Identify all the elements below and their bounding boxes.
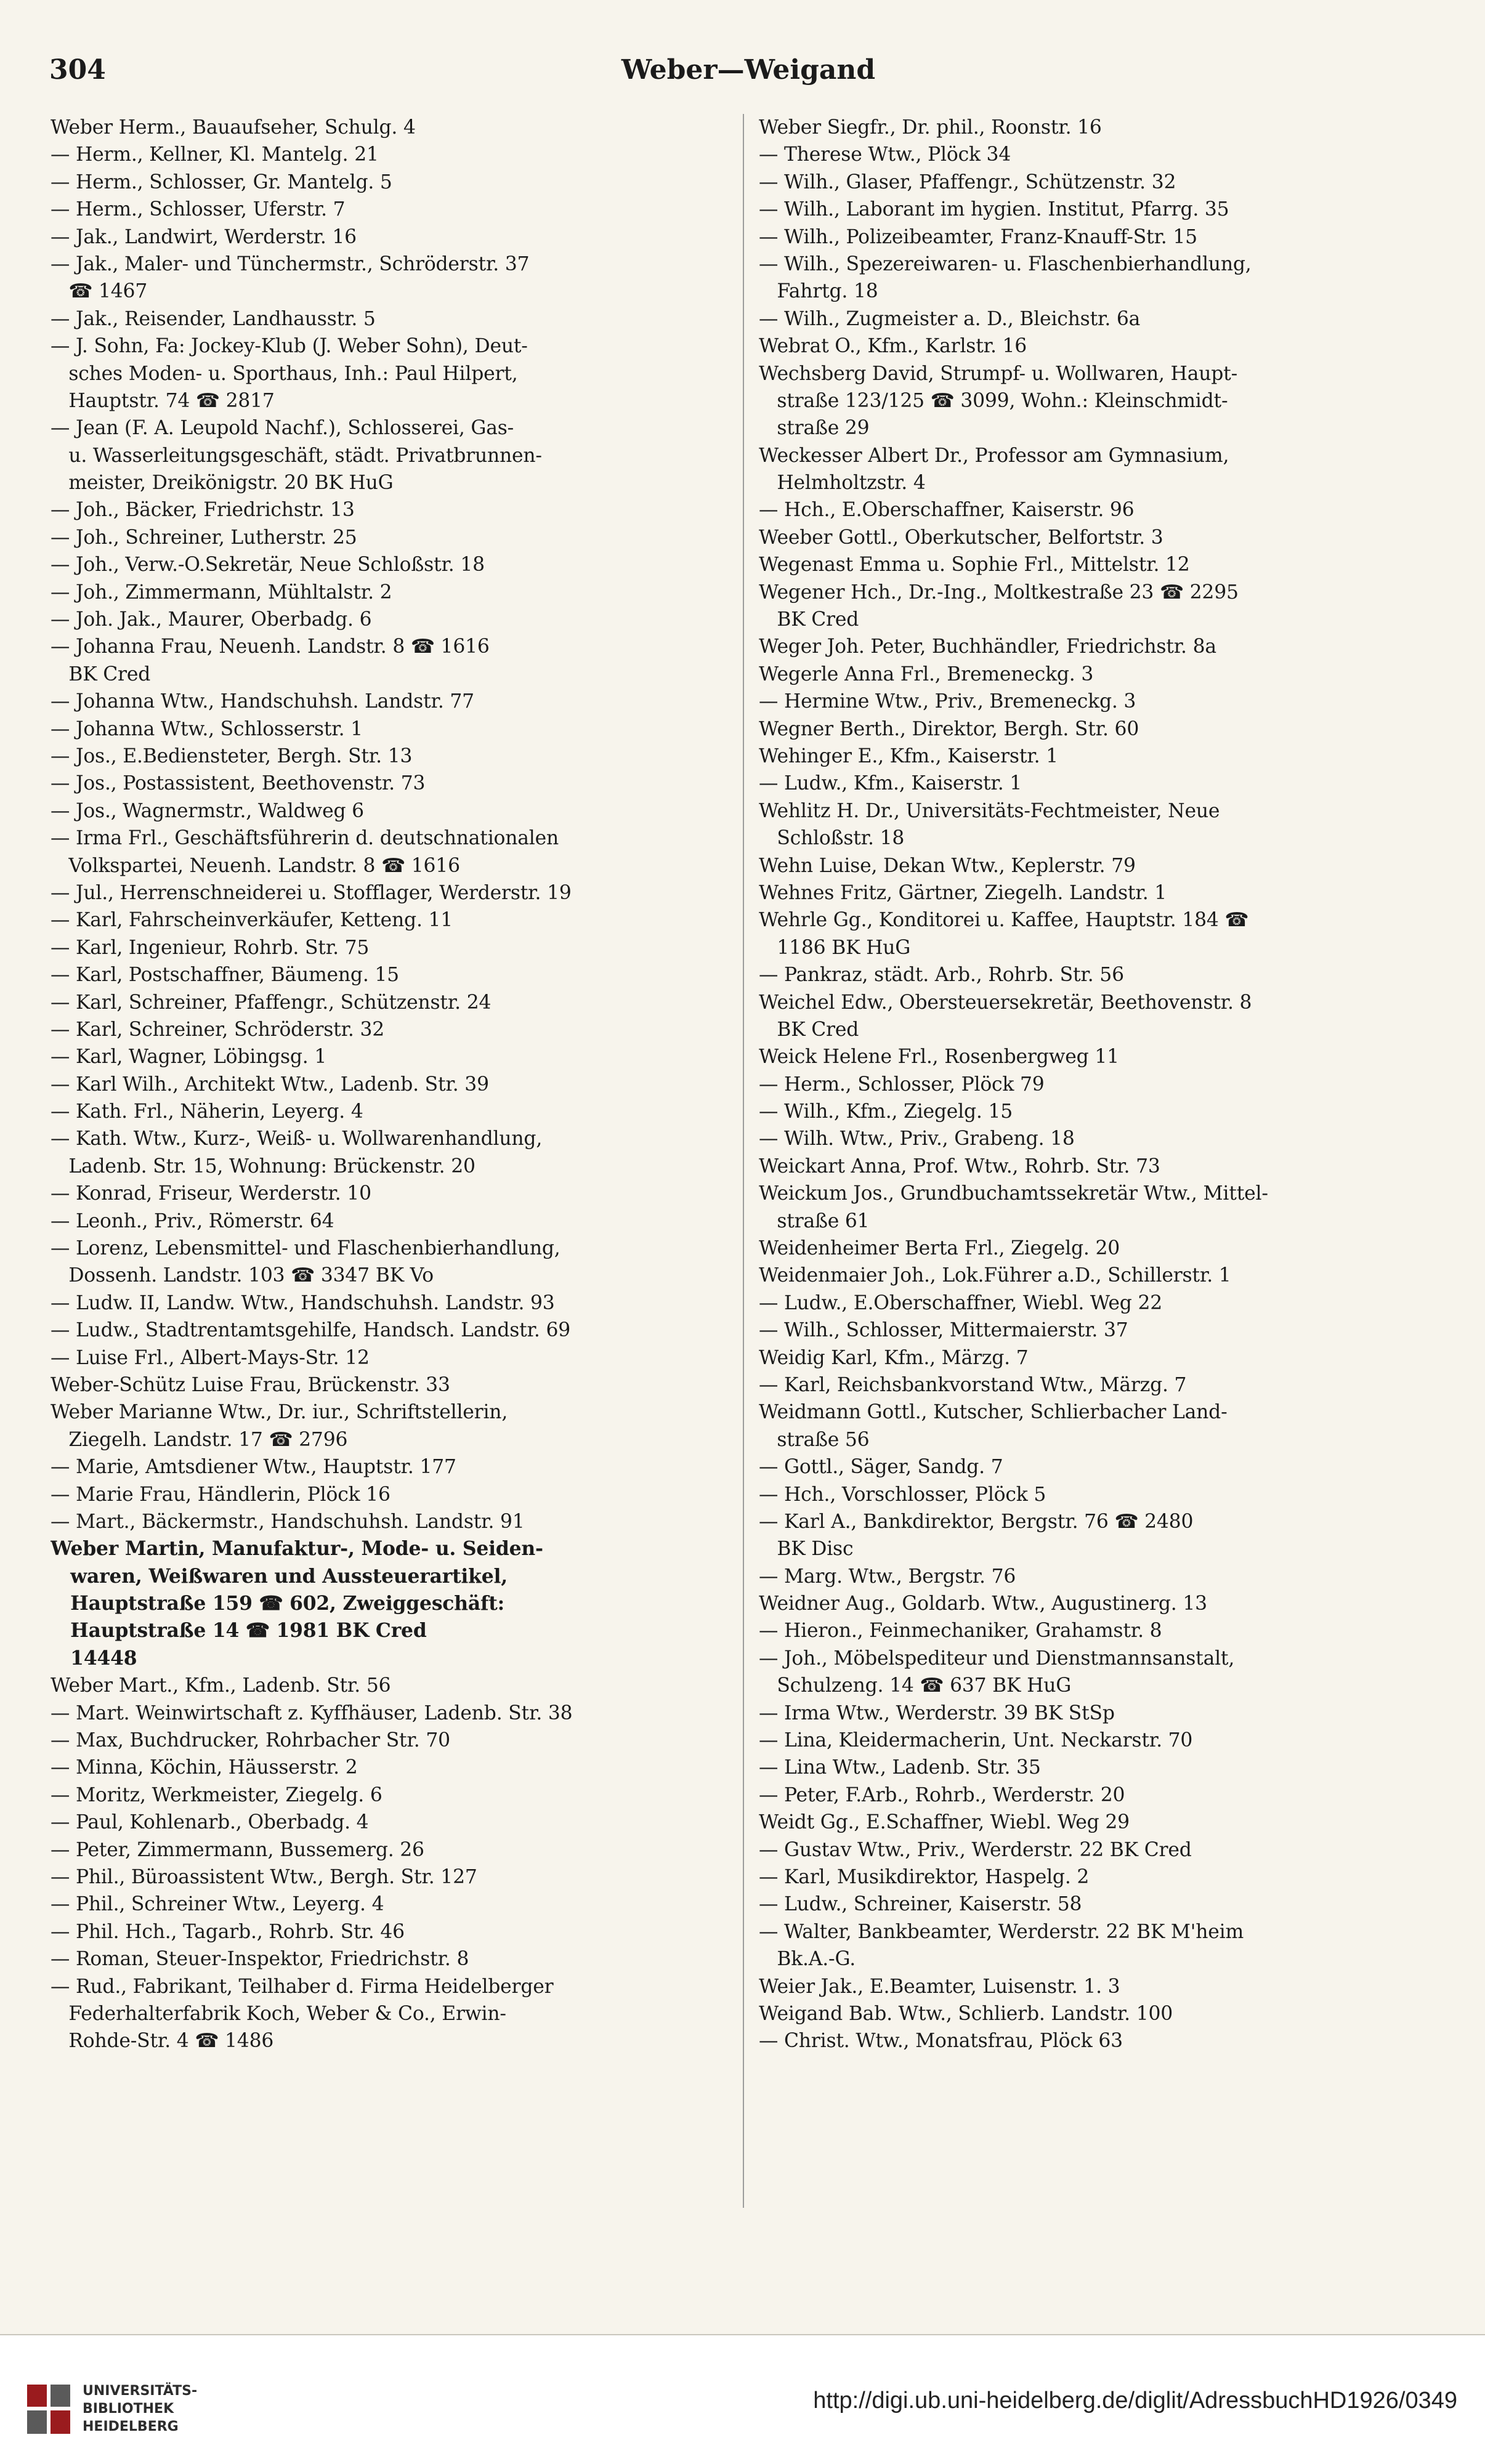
directory-entry-line: — Joh. Jak., Maurer, Oberbadg. 6 <box>51 608 372 631</box>
directory-entry-line: — Gustav Wtw., Priv., Werderstr. 22 BK Cred <box>759 1838 1192 1861</box>
directory-entry-line: — Ludw., Stadtrentamtsgehilfe, Handsch. Landstr. 69 <box>51 1319 570 1342</box>
directory-entry-line: Weidner Aug., Goldarb. Wtw., Augustinerg. 13 <box>759 1593 1207 1615</box>
directory-entry-line: Ziegelh. Landstr. 17 ☎ 2796 <box>51 1428 348 1451</box>
directory-entry-line: — Leonh., Priv., Römerstr. 64 <box>51 1210 334 1232</box>
directory-entry-line: Hauptstr. 74 ☎ 2817 <box>51 389 275 412</box>
directory-entry-line: — Roman, Steuer-Inspektor, Friedrichstr. 8 <box>51 1948 469 1971</box>
library-logo <box>25 2378 222 2440</box>
directory-entry-line: Weber Siegfr., Dr. phil., Roonstr. 16 <box>759 116 1102 139</box>
directory-entry-line: straße 56 <box>759 1428 870 1451</box>
directory-entry-line: 1186 BK HuG <box>759 936 911 959</box>
directory-entry-line: Fahrtg. 18 <box>759 280 878 303</box>
directory-entry-line: Helmholtzstr. 4 <box>759 472 926 495</box>
directory-entry-line: — Walter, Bankbeamter, Werderstr. 22 BK M'heim <box>759 1920 1244 1943</box>
directory-entry-line: — Jak., Maler- und Tünchermstr., Schröderstr. 37 <box>51 252 530 275</box>
directory-entry-line: Weger Joh. Peter, Buchhändler, Friedrichstr. 8a <box>759 636 1216 658</box>
directory-entry-line: Wehinger E., Kfm., Kaiserstr. 1 <box>759 745 1058 767</box>
directory-entry-line: Weickart Anna, Prof. Wtw., Rohrb. Str. 73 <box>759 1155 1160 1177</box>
directory-entry-line: — Joh., Bäcker, Friedrichstr. 13 <box>51 499 355 522</box>
directory-entry-line: — Marg. Wtw., Bergstr. 76 <box>759 1565 1016 1588</box>
directory-entry-line: — Jak., Landwirt, Werderstr. 16 <box>51 225 357 248</box>
directory-entry-line: Weber-Schütz Luise Frau, Brückenstr. 33 <box>51 1373 450 1396</box>
directory-entry-line: — Karl, Reichsbankvorstand Wtw., Märzg. 7 <box>759 1373 1187 1396</box>
directory-entry-line: — Ludw., Schreiner, Kaiserstr. 58 <box>759 1893 1082 1916</box>
directory-entry-line: — Wilh., Schlosser, Mittermaierstr. 37 <box>759 1319 1128 1342</box>
directory-entry-line: — Lorenz, Lebensmittel- und Flaschenbierhandlung, <box>51 1237 560 1260</box>
directory-entry-line: Weidig Karl, Kfm., Märzg. 7 <box>759 1346 1029 1369</box>
directory-entry-line: — Irma Frl., Geschäftsführerin d. deutschnationalen <box>51 827 559 850</box>
directory-entry-line: straße 61 <box>759 1210 870 1232</box>
directory-entry-line: — Marie Frau, Händlerin, Plöck 16 <box>51 1483 390 1506</box>
directory-entry-line: — Karl, Schreiner, Schröderstr. 32 <box>51 1018 385 1041</box>
directory-entry-line: Weidt Gg., E.Schaffner, Wiebl. Weg 29 <box>759 1811 1130 1834</box>
directory-entry-line: — Karl, Musikdirektor, Haspelg. 2 <box>759 1866 1090 1888</box>
directory-entry-line: — Jos., E.Bediensteter, Bergh. Str. 13 <box>51 745 413 767</box>
directory-entry-line: — Herm., Schlosser, Gr. Mantelg. 5 <box>51 171 392 193</box>
directory-entry-line: — Joh., Möbelspediteur und Dienstmannsanstalt, <box>759 1647 1235 1670</box>
directory-entry-line: — Mart. Weinwirtschaft z. Kyffhäuser, Ladenb. Str. 38 <box>51 1702 573 1724</box>
directory-entry-line: — Jul., Herrenschneiderei u. Stofflager, Werderstr. 19 <box>51 881 572 904</box>
directory-entry-line: — Irma Wtw., Werderstr. 39 BK StSp <box>759 1702 1115 1724</box>
right-column <box>759 114 1421 2208</box>
directory-entry-line: Hauptstraße 159 ☎ 602, Zweiggeschäft: <box>51 1593 504 1615</box>
directory-entry-line: — Karl A., Bankdirektor, Bergstr. 76 ☎ 2480 <box>759 1510 1194 1533</box>
directory-entry-line: — Johanna Wtw., Handschuhsh. Landstr. 77 <box>51 690 474 713</box>
directory-entry-line: Webrat O., Kfm., Karlstr. 16 <box>759 335 1027 358</box>
directory-entry-line: Wegener Hch., Dr.-Ing., Moltkestraße 23 ☎ 2295 <box>759 581 1239 604</box>
directory-entry-line: — Herm., Schlosser, Plöck 79 <box>759 1073 1045 1096</box>
directory-entry-line: Volkspartei, Neuenh. Landstr. 8 ☎ 1616 <box>51 854 460 877</box>
directory-entry-line: Weckesser Albert Dr., Professor am Gymnasium, <box>759 444 1229 467</box>
directory-entry-line: — Herm., Kellner, Kl. Mantelg. 21 <box>51 143 379 166</box>
directory-entry-line: Weickum Jos., Grundbuchamtssekretär Wtw., Mittel- <box>759 1182 1268 1205</box>
directory-entry-line: Wehn Luise, Dekan Wtw., Keplerstr. 79 <box>759 854 1136 877</box>
directory-entry-line: — Ludw. II, Landw. Wtw., Handschuhsh. Landstr. 93 <box>51 1291 555 1314</box>
directory-entry-line: — Hieron., Feinmechaniker, Grahamstr. 8 <box>759 1620 1162 1642</box>
directory-entry-line: — Jos., Wagnermstr., Waldweg 6 <box>51 799 364 822</box>
directory-entry-line: — Wilh., Polizeibeamter, Franz-Knauff-Str. 15 <box>759 225 1197 248</box>
directory-entry-line: Weeber Gottl., Oberkutscher, Belfortstr. 3 <box>759 526 1163 549</box>
directory-entry-line: Bk.A.-G. <box>759 1948 856 1971</box>
directory-entry-line: Weigand Bab. Wtw., Schlierb. Landstr. 100 <box>759 2002 1173 2025</box>
directory-entry-line: Wegerle Anna Frl., Bremeneckg. 3 <box>759 663 1094 685</box>
directory-entry-line: — Hch., Vorschlosser, Plöck 5 <box>759 1483 1046 1506</box>
directory-entry-line: Wegner Berth., Direktor, Bergh. Str. 60 <box>759 717 1139 740</box>
directory-entry-line: — Kath. Wtw., Kurz-, Weiß- u. Wollwarenhandlung, <box>51 1128 543 1150</box>
directory-entry-line: Rohde-Str. 4 ☎ 1486 <box>51 2030 274 2053</box>
directory-entry-line: — Phil., Schreiner Wtw., Leyerg. 4 <box>51 1893 384 1916</box>
page-number: 304 <box>49 54 106 86</box>
directory-entry-line: — Lina, Kleidermacherin, Unt. Neckarstr. 70 <box>759 1729 1193 1752</box>
directory-entry-line: — Karl, Wagner, Löbingsg. 1 <box>51 1046 327 1068</box>
directory-entry-line: — Joh., Schreiner, Lutherstr. 25 <box>51 526 357 549</box>
directory-entry-line: ☎ 1467 <box>51 280 148 303</box>
directory-entry-line: Schulzeng. 14 ☎ 637 BK HuG <box>759 1674 1072 1697</box>
directory-entry-line: — Phil. Hch., Tagarb., Rohrb. Str. 46 <box>51 1920 405 1943</box>
directory-entry-line: BK Cred <box>51 663 151 685</box>
directory-entry-line: — Mart., Bäckermstr., Handschuhsh. Landstr. 91 <box>51 1510 525 1533</box>
directory-entry-line: — Konrad, Friseur, Werderstr. 10 <box>51 1182 371 1205</box>
directory-entry-line: — Karl, Fahrscheinverkäufer, Ketteng. 11 <box>51 909 453 932</box>
directory-entry-line: — Peter, Zimmermann, Bussemerg. 26 <box>51 1838 424 1861</box>
directory-entry-line: — Kath. Frl., Näherin, Leyerg. 4 <box>51 1101 363 1123</box>
directory-entry-line: — Lina Wtw., Ladenb. Str. 35 <box>759 1756 1041 1779</box>
footer <box>0 2335 1485 2464</box>
directory-entry-line: — Karl, Schreiner, Pfaffengr., Schützenstr. 24 <box>51 991 492 1014</box>
directory-entry-line: — Karl, Postschaffner, Bäumeng. 15 <box>51 964 399 987</box>
directory-entry-line: — Luise Frl., Albert-Mays-Str. 12 <box>51 1346 370 1369</box>
directory-entry-line: — Joh., Zimmermann, Mühltalstr. 2 <box>51 581 392 604</box>
directory-entry-line: straße 123/125 ☎ 3099, Wohn.: Kleinschmidt- <box>759 389 1228 412</box>
directory-entry-line: Schloßstr. 18 <box>759 827 905 850</box>
directory-entry-line: Ladenb. Str. 15, Wohnung: Brückenstr. 20 <box>51 1155 475 1177</box>
directory-entry-line: — Peter, F.Arb., Rohrb., Werderstr. 20 <box>759 1783 1125 1806</box>
directory-entry-line: — Wilh., Laborant im hygien. Institut, Pfarrg. 35 <box>759 198 1229 221</box>
directory-entry-line: — Therese Wtw., Plöck 34 <box>759 143 1011 166</box>
directory-entry-line: — Wilh., Spezereiwaren- u. Flaschenbierhandlung, <box>759 252 1252 275</box>
directory-entry-line: — Moritz, Werkmeister, Ziegelg. 6 <box>51 1783 382 1806</box>
directory-entry-line: Weber Marianne Wtw., Dr. iur., Schriftstellerin, <box>51 1401 508 1424</box>
directory-entry-line: — Karl Wilh., Architekt Wtw., Ladenb. Str. 39 <box>51 1073 489 1096</box>
directory-entry-line: Weick Helene Frl., Rosenbergweg 11 <box>759 1046 1119 1068</box>
directory-entry-line: — Johanna Wtw., Schlosserstr. 1 <box>51 717 363 740</box>
directory-entry-line: Wechsberg David, Strumpf- u. Wollwaren, Haupt- <box>759 362 1237 385</box>
directory-entry-line: straße 29 <box>759 417 870 440</box>
directory-entry-line: BK Disc <box>759 1538 854 1561</box>
directory-entry-line: — Minna, Köchin, Häusserstr. 2 <box>51 1756 358 1779</box>
directory-entry-line: Hauptstraße 14 ☎ 1981 BK Cred <box>51 1620 427 1642</box>
running-title: Weber—Weigand <box>621 54 876 86</box>
directory-entry-line: — Wilh., Glaser, Pfaffengr., Schützenstr. 32 <box>759 171 1176 193</box>
directory-entry-line: — Ludw., E.Oberschaffner, Wiebl. Weg 22 <box>759 1291 1162 1314</box>
directory-entry-line: Wehrle Gg., Konditorei u. Kaffee, Hauptstr. 184 ☎ <box>759 909 1249 932</box>
directory-entry-line: — Christ. Wtw., Monatsfrau, Plöck 63 <box>759 2030 1123 2053</box>
directory-entry-line: Wehnes Fritz, Gärtner, Ziegelh. Landstr. 1 <box>759 881 1167 904</box>
library-emblem-icon <box>25 2382 73 2436</box>
directory-entry-line: Wehlitz H. Dr., Universitäts-Fechtmeister, Neue <box>759 799 1220 822</box>
directory-entry-line: BK Cred <box>759 1018 859 1041</box>
directory-entry-line: — Max, Buchdrucker, Rohrbacher Str. 70 <box>51 1729 450 1752</box>
library-name: UNIVERSITÄTS- BIBLIOTHEK HEIDELBERG <box>83 2383 198 2434</box>
directory-entry-line: u. Wasserleitungsgeschäft, städt. Privatbrunnen- <box>51 444 542 467</box>
directory-entry-line: — Paul, Kohlenarb., Oberbadg. 4 <box>51 1811 369 1834</box>
directory-entry-line: — Jos., Postassistent, Beethovenstr. 73 <box>51 772 426 795</box>
directory-entry-line: — Herm., Schlosser, Uferstr. 7 <box>51 198 346 221</box>
directory-entry-line: — Marie, Amtsdiener Wtw., Hauptstr. 177 <box>51 1456 456 1479</box>
directory-entry-line: — Jak., Reisender, Landhausstr. 5 <box>51 307 376 330</box>
directory-entry-line: BK Cred <box>759 608 859 631</box>
directory-entry-line: — Wilh., Kfm., Ziegelg. 15 <box>759 1101 1013 1123</box>
directory-entry-line: waren, Weißwaren und Aussteuerartikel, <box>51 1565 508 1588</box>
directory-entry-line: Weier Jak., E.Beamter, Luisenstr. 1. 3 <box>759 1975 1120 1998</box>
directory-entry-line: Weber Martin, Manufaktur-, Mode- u. Seiden- <box>51 1538 543 1561</box>
directory-entry-line: — Hch., E.Oberschaffner, Kaiserstr. 96 <box>759 499 1135 522</box>
directory-entry-line: — Karl, Ingenieur, Rohrb. Str. 75 <box>51 936 370 959</box>
directory-entry-line: — Joh., Verw.-O.Sekretär, Neue Schloßstr. 18 <box>51 554 485 576</box>
directory-entry-line: Federhalterfabrik Koch, Weber & Co., Erwin- <box>51 2002 506 2025</box>
directory-entry-line: — Wilh. Wtw., Priv., Grabeng. 18 <box>759 1128 1075 1150</box>
directory-entry-line: meister, Dreikönigstr. 20 BK HuG <box>51 472 394 495</box>
directory-entry-line: — Hermine Wtw., Priv., Bremeneckg. 3 <box>759 690 1136 713</box>
directory-entry-line: — Jean (F. A. Leupold Nachf.), Schlosserei, Gas- <box>51 417 514 440</box>
directory-entry-line: — Ludw., Kfm., Kaiserstr. 1 <box>759 772 1022 795</box>
directory-entry-line: — Rud., Fabrikant, Teilhaber d. Firma Heidelberger <box>51 1975 554 1998</box>
column-divider <box>743 114 744 2208</box>
left-column <box>51 114 713 2208</box>
source-url-link[interactable]: http://digi.ub.uni-heidelberg.de/diglit/AdressbuchHD1926/0349 <box>813 2388 1457 2414</box>
directory-entry-line: Weber Herm., Bauaufseher, Schulg. 4 <box>51 116 416 139</box>
directory-entry-line: — Johanna Frau, Neuenh. Landstr. 8 ☎ 1616 <box>51 636 490 658</box>
directory-entry-line: Weidenheimer Berta Frl., Ziegelg. 20 <box>759 1237 1120 1260</box>
directory-entry-line: sches Moden- u. Sporthaus, Inh.: Paul Hilpert, <box>51 362 518 385</box>
page-header <box>49 54 1447 91</box>
directory-entry-line: — Pankraz, städt. Arb., Rohrb. Str. 56 <box>759 964 1124 987</box>
directory-entry-line: — Gottl., Säger, Sandg. 7 <box>759 1456 1003 1479</box>
directory-entry-line: 14448 <box>51 1647 137 1670</box>
directory-entry-line: — Wilh., Zugmeister a. D., Bleichstr. 6a <box>759 307 1141 330</box>
directory-entry-line: Weidenmaier Joh., Lok.Führer a.D., Schillerstr. 1 <box>759 1264 1231 1287</box>
directory-entry-line: Weichel Edw., Obersteuersekretär, Beethovenstr. 8 <box>759 991 1252 1014</box>
directory-entry-line: — J. Sohn, Fa: Jockey-Klub (J. Weber Sohn), Deut- <box>51 335 528 358</box>
directory-entry-line: Dossenh. Landstr. 103 ☎ 3347 BK Vo <box>51 1264 434 1287</box>
directory-entry-line: Weidmann Gottl., Kutscher, Schlierbacher Land- <box>759 1401 1228 1424</box>
directory-entry-line: Weber Mart., Kfm., Ladenb. Str. 56 <box>51 1674 391 1697</box>
directory-entry-line: Wegenast Emma u. Sophie Frl., Mittelstr. 12 <box>759 554 1190 576</box>
directory-entry-line: — Phil., Büroassistent Wtw., Bergh. Str. 127 <box>51 1866 477 1888</box>
